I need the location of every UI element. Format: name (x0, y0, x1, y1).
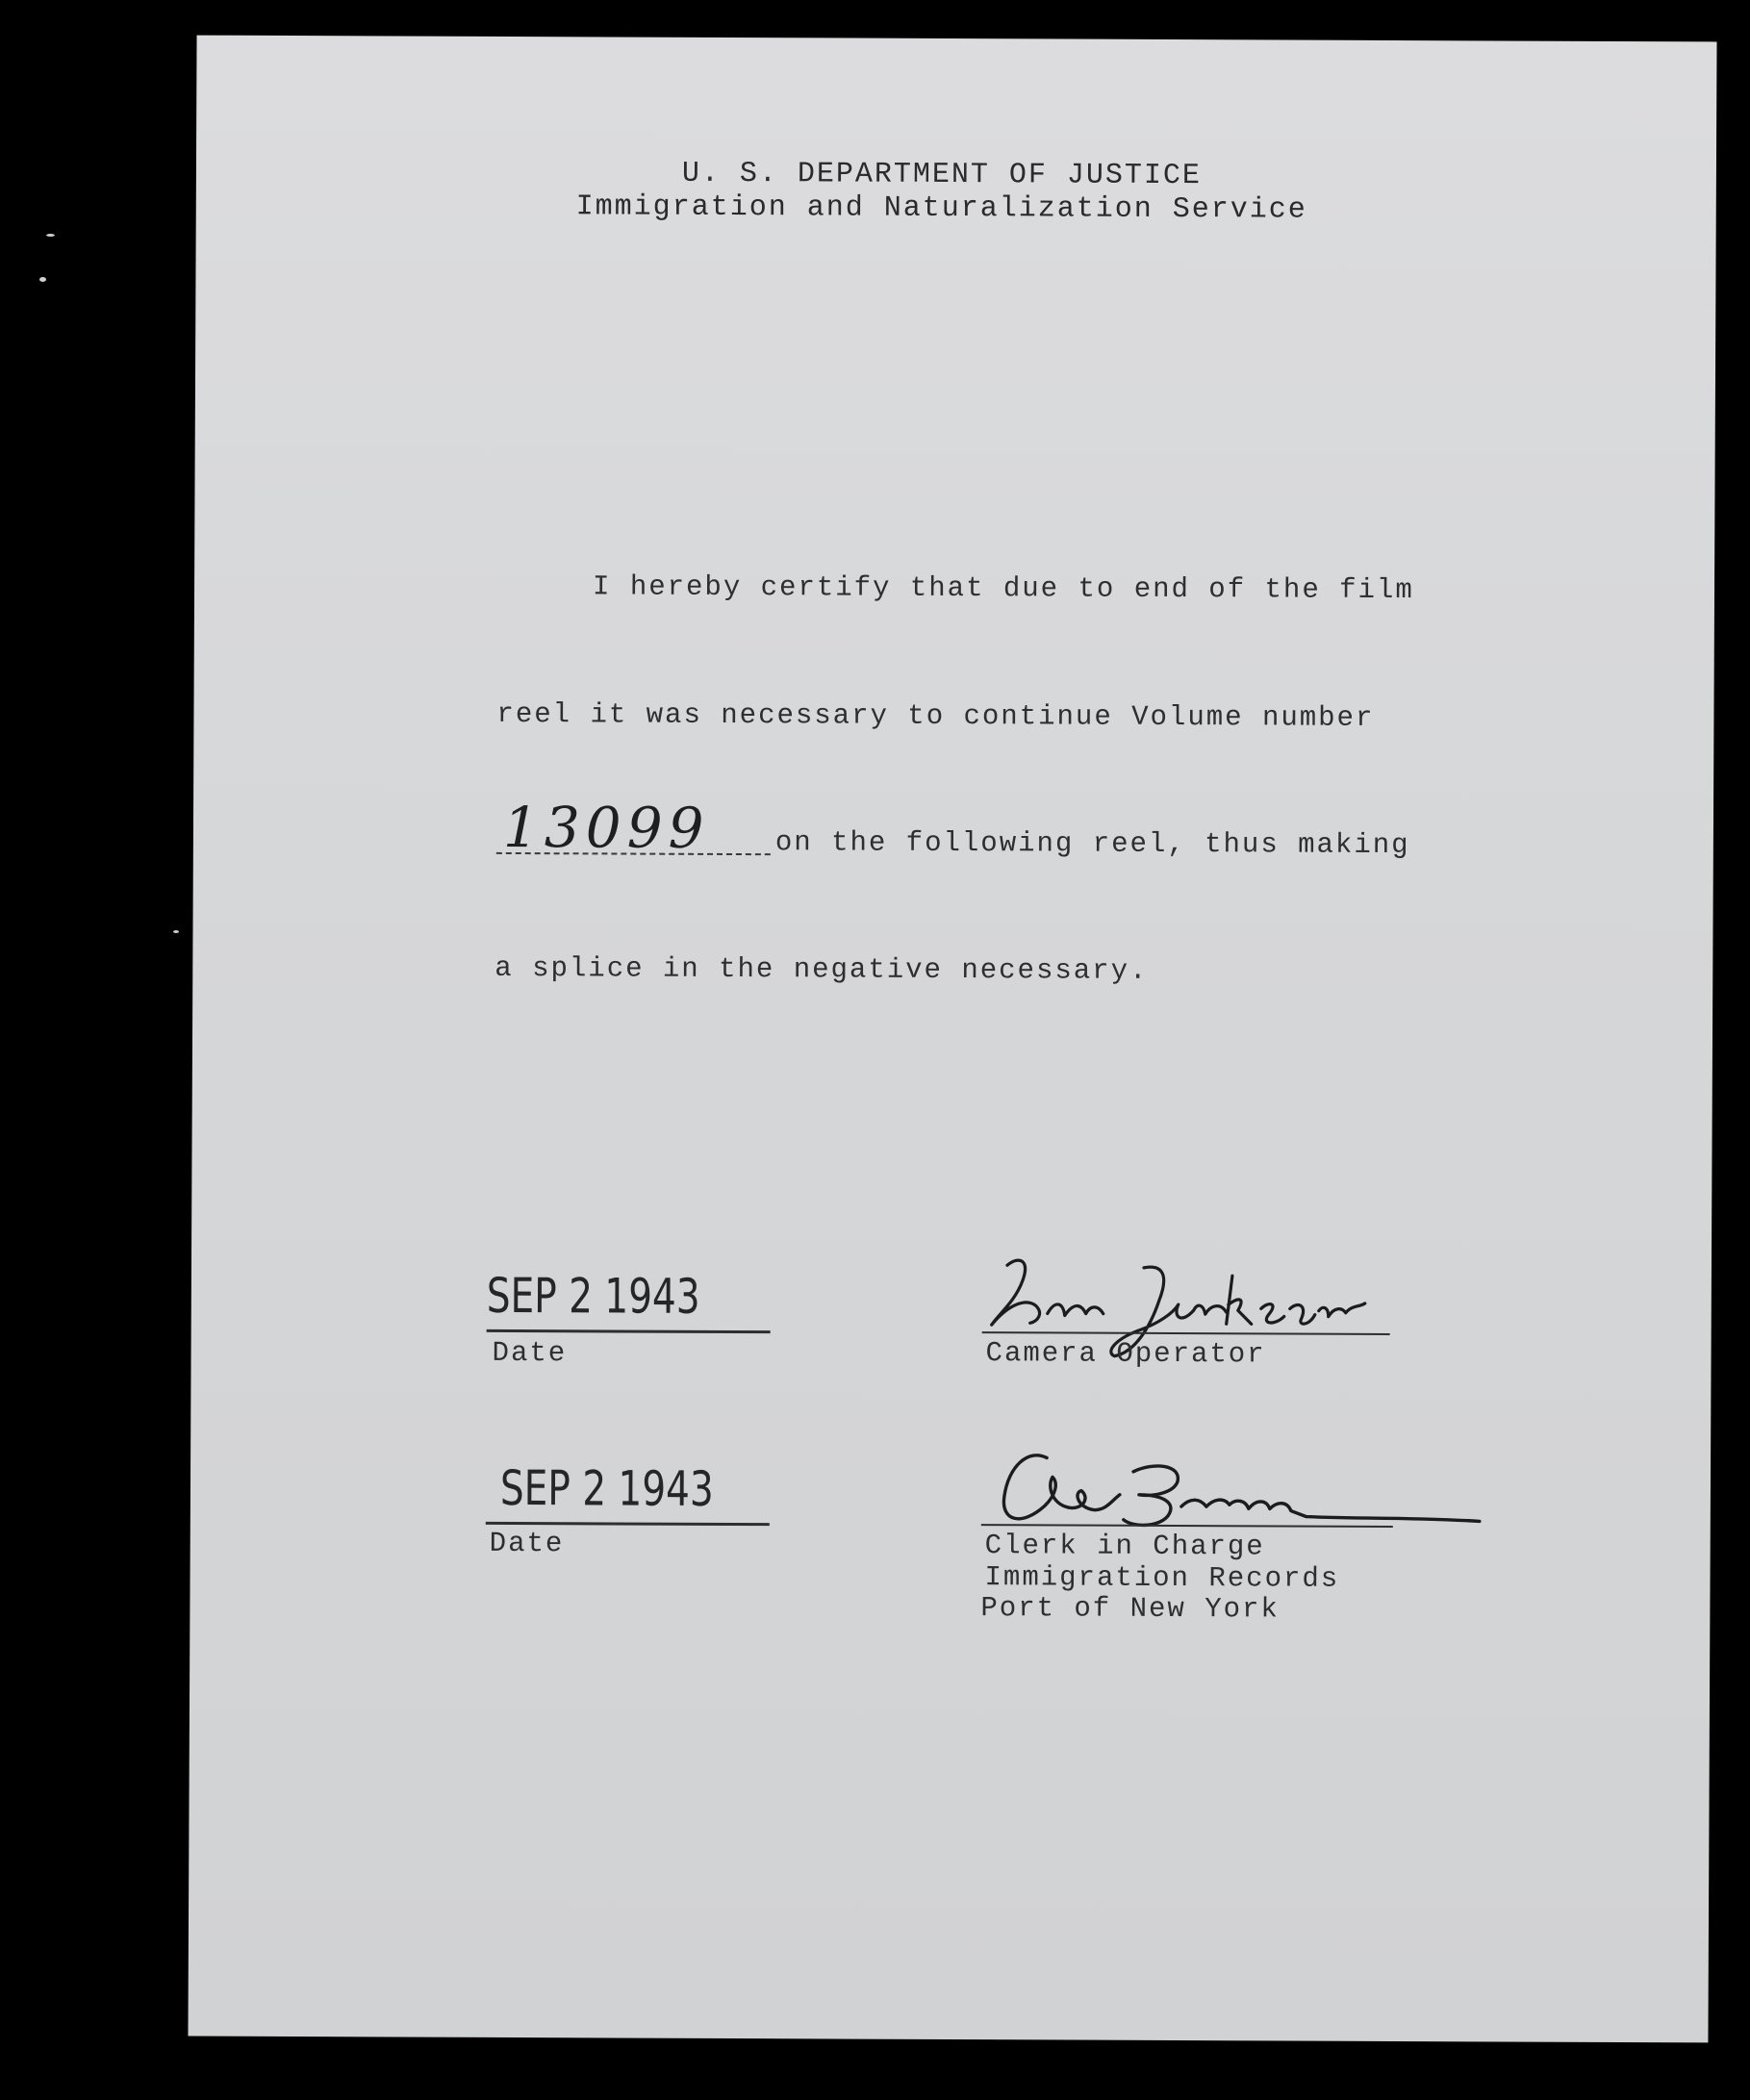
service-heading: Immigration and Naturalization Service (575, 190, 1307, 227)
scan-speck (46, 234, 55, 237)
date-rule (487, 1329, 771, 1333)
camera-operator-label: Camera Operator (985, 1337, 1266, 1371)
certification-line-2: reel it was necessary to continue Volume number (496, 697, 1375, 734)
document-page (188, 36, 1716, 2043)
date-stamp: SEP 2 1943 (499, 1459, 714, 1517)
date-stamp: SEP 2 1943 (486, 1267, 700, 1325)
date-label: Date (489, 1527, 565, 1560)
certification-line-3: on the following reel, thus making (774, 826, 1410, 862)
date-label: Date (492, 1336, 568, 1370)
clerk-role-line-3: Port of New York (980, 1592, 1280, 1626)
volume-number-handwritten: 13099 (502, 794, 710, 861)
department-heading: U. S. DEPARTMENT OF JUSTICE (681, 157, 1203, 193)
certification-line-4: a splice in the negative necessary. (495, 951, 1149, 987)
date-rule (486, 1522, 770, 1526)
clerk-role-line-1: Clerk in Charge (984, 1530, 1265, 1563)
scan-speck (39, 277, 46, 282)
scan-speck (173, 930, 179, 933)
clerk-role-line-2: Immigration Records (984, 1561, 1340, 1595)
certification-line-1: I hereby certify that due to end of the film (592, 570, 1414, 607)
